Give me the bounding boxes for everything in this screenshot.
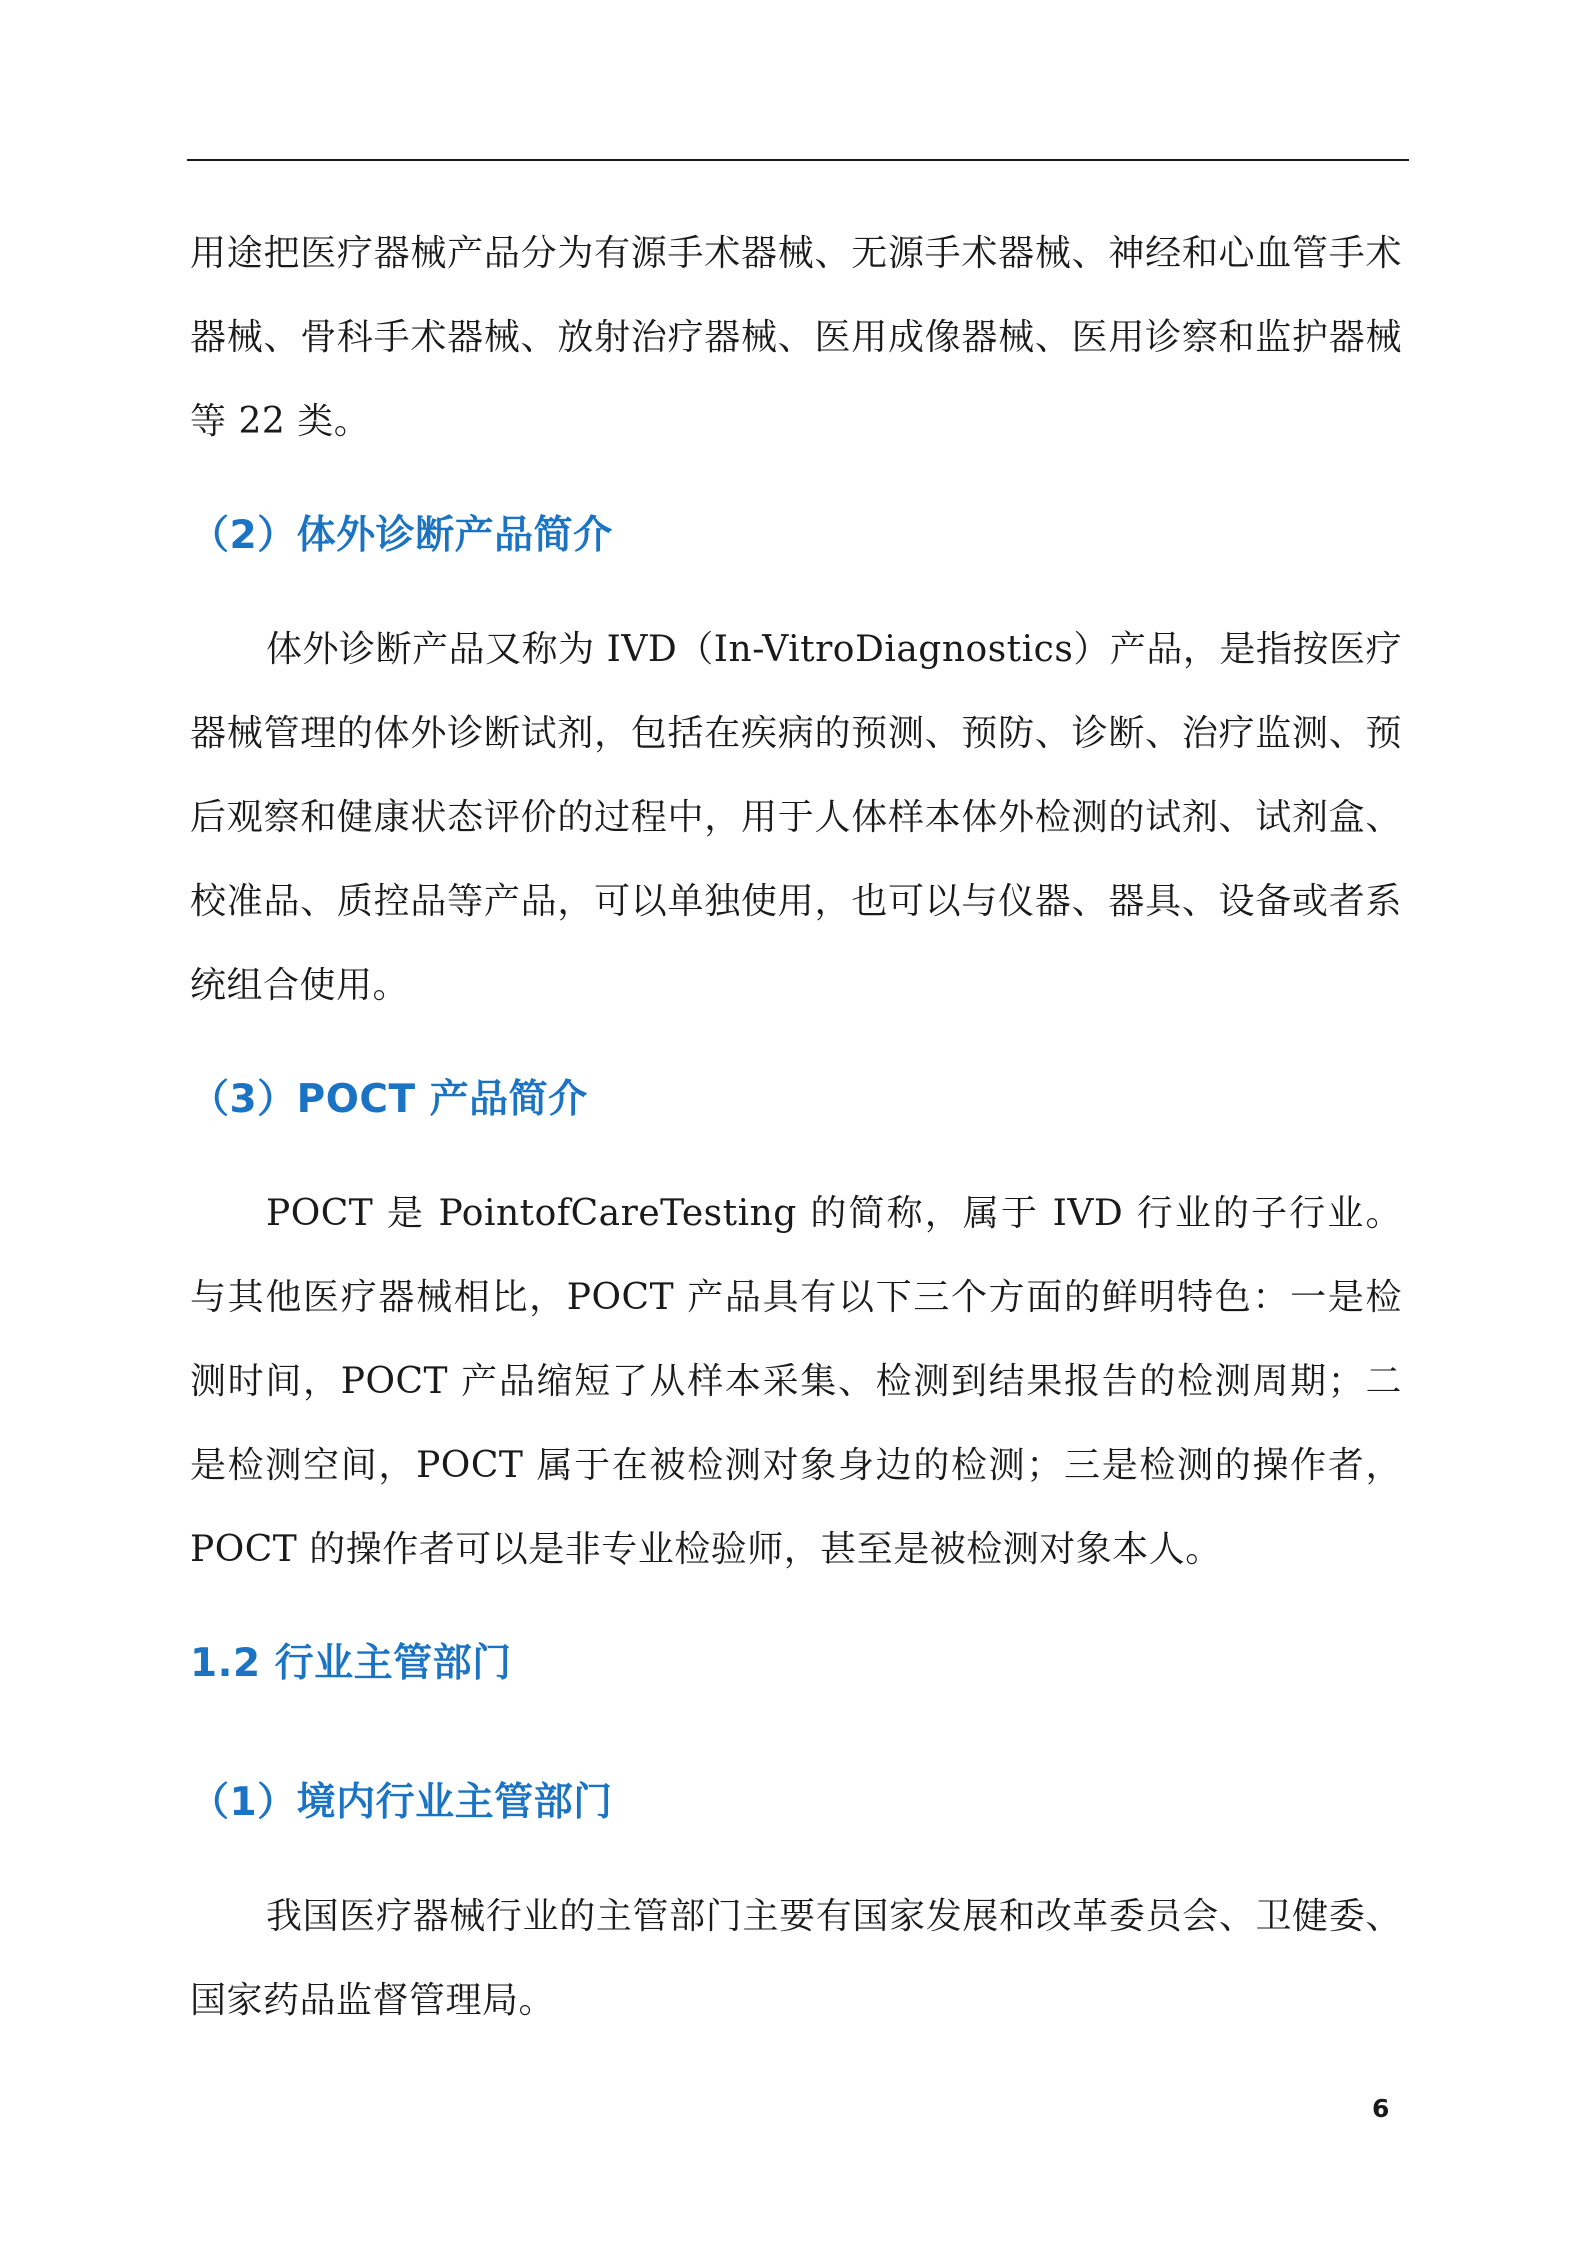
- paragraph-domestic-authorities: 我国医疗器械行业的主管部门主要有国家发展和改革委员会、卫健委、国家药品监督管理局。: [190, 1896, 1402, 2021]
- paragraph-ivd: 体外诊断产品又称为 IVD（In-VitroDiagnostics）产品，是指按医疗器械管理的体外诊断试剂，包括在疾病的预测、预防、诊断、治疗监测、预后观察和健康状态评价的过程中，用于人体样本体外检测的试剂、试剂盒、校准品、质控品等产品，可以单独使用，也可以与仪器、器具、设备或者系统组合使用。: [190, 629, 1402, 1006]
- heading-ivd-intro: （2）体外诊断产品简介: [190, 513, 613, 558]
- document-body: [190, 212, 1402, 2043]
- page-number: 6: [1372, 2094, 1390, 2123]
- paragraph-poct: POCT 是 PointofCareTesting 的简称，属于 IVD 行业的子行业。与其他医疗器械相比，POCT 产品具有以下三个方面的鲜明特色：一是检测时间，POCT 产品缩短了从样本采集、检测到结果报告的检测周期；二是检测空间，POCT 属于在被检测对象身边的检测；三是检测的操作者，POCT 的操作者可以是非专业检验师，甚至是被检测对象本人。: [190, 1193, 1402, 1570]
- heading-poct-intro: （3）POCT 产品简介: [190, 1077, 588, 1122]
- header-rule: [187, 159, 1409, 161]
- heading-section-authorities: 1.2 行业主管部门: [190, 1641, 512, 1686]
- paragraph-device-categories: 用途把医疗器械产品分为有源手术器械、无源手术器械、神经和心血管手术器械、骨科手术器械、放射治疗器械、医用成像器械、医用诊察和监护器械等 22 类。: [190, 233, 1402, 442]
- heading-domestic-authorities: （1）境内行业主管部门: [190, 1780, 613, 1825]
